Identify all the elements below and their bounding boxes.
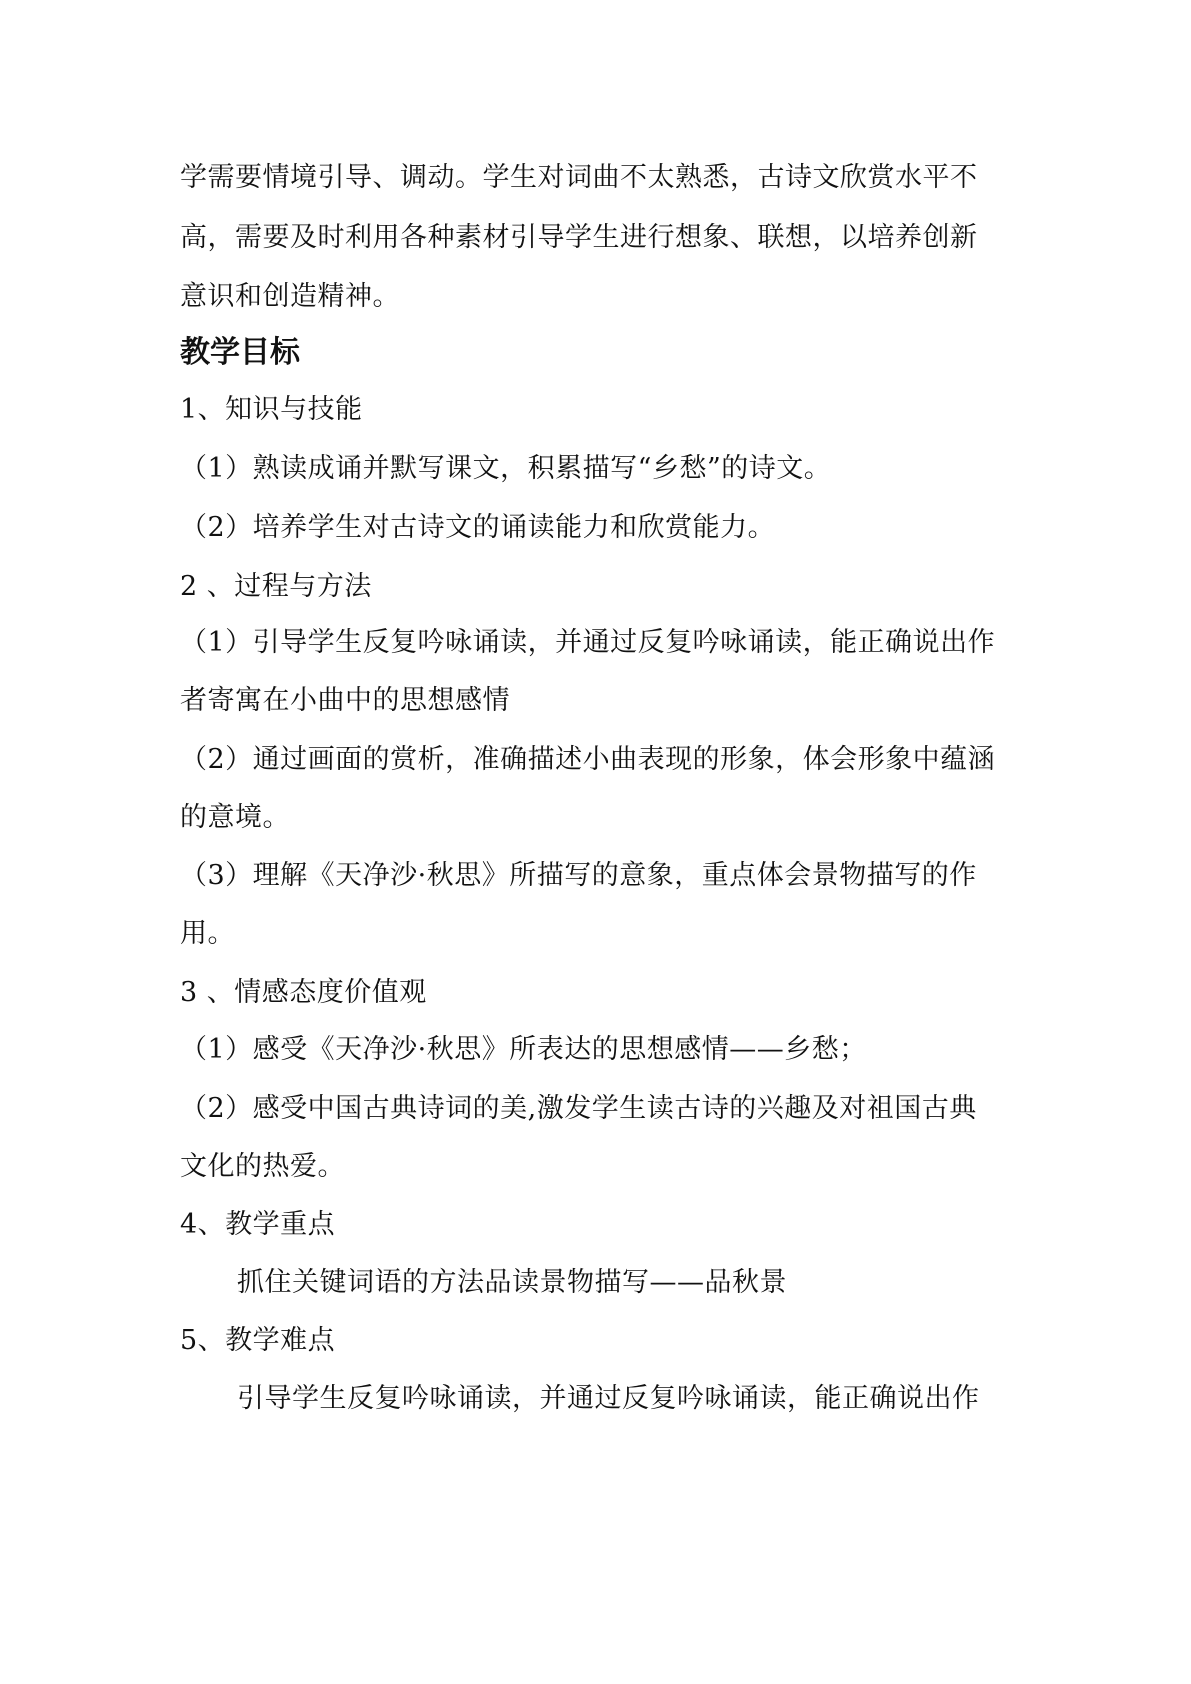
section2-line-4: 的意境。 bbox=[180, 802, 290, 833]
section1-item-1: （1）熟读成诵并默写课文，积累描写“乡愁”的诗文。 bbox=[180, 453, 832, 484]
section2-title: 2 、过程与方法 bbox=[180, 571, 372, 602]
section3-title: 3 、情感态度价值观 bbox=[180, 977, 427, 1008]
section1-item-2: （2）培养学生对古诗文的诵读能力和欣赏能力。 bbox=[180, 512, 776, 543]
section2-line-2: 者寄寓在小曲中的思想感情 bbox=[180, 685, 510, 716]
section5-text: 引导学生反复吟咏诵读，并通过反复吟咏诵读，能正确说出作 bbox=[237, 1383, 980, 1414]
section3-line-1: （1）感受《天净沙·秋思》所表达的思想感情——乡愁； bbox=[180, 1034, 867, 1065]
section2-line-1: （1）引导学生反复吟咏诵读，并通过反复吟咏诵读，能正确说出作 bbox=[180, 627, 996, 658]
section5-title: 5、教学难点 bbox=[180, 1325, 336, 1356]
section1-title: 1、知识与技能 bbox=[180, 394, 363, 425]
section4-text: 抓住关键词语的方法品读景物描写——品秋景 bbox=[237, 1267, 787, 1298]
section3-line-2: （2）感受中国古典诗词的美,激发学生读古诗的兴趣及对祖国古典 bbox=[180, 1093, 977, 1124]
section3-line-3: 文化的热爱。 bbox=[180, 1151, 345, 1182]
intro-line-1: 学需要情境引导、调动。学生对词曲不太熟悉，古诗文欣赏水平不 bbox=[180, 162, 978, 193]
section4-title: 4、教学重点 bbox=[180, 1209, 336, 1240]
section2-line-5: （3）理解《天净沙·秋思》所描写的意象，重点体会景物描写的作 bbox=[180, 860, 977, 891]
section2-line-3: （2）通过画面的赏析，准确描述小曲表现的形象，体会形象中蕴涵 bbox=[180, 744, 996, 775]
intro-line-2: 高，需要及时利用各种素材引导学生进行想象、联想，以培养创新 bbox=[180, 222, 978, 253]
section2-line-6: 用。 bbox=[180, 918, 235, 949]
section-heading: 教学目标 bbox=[180, 335, 300, 370]
intro-line-3: 意识和创造精神。 bbox=[180, 281, 400, 312]
